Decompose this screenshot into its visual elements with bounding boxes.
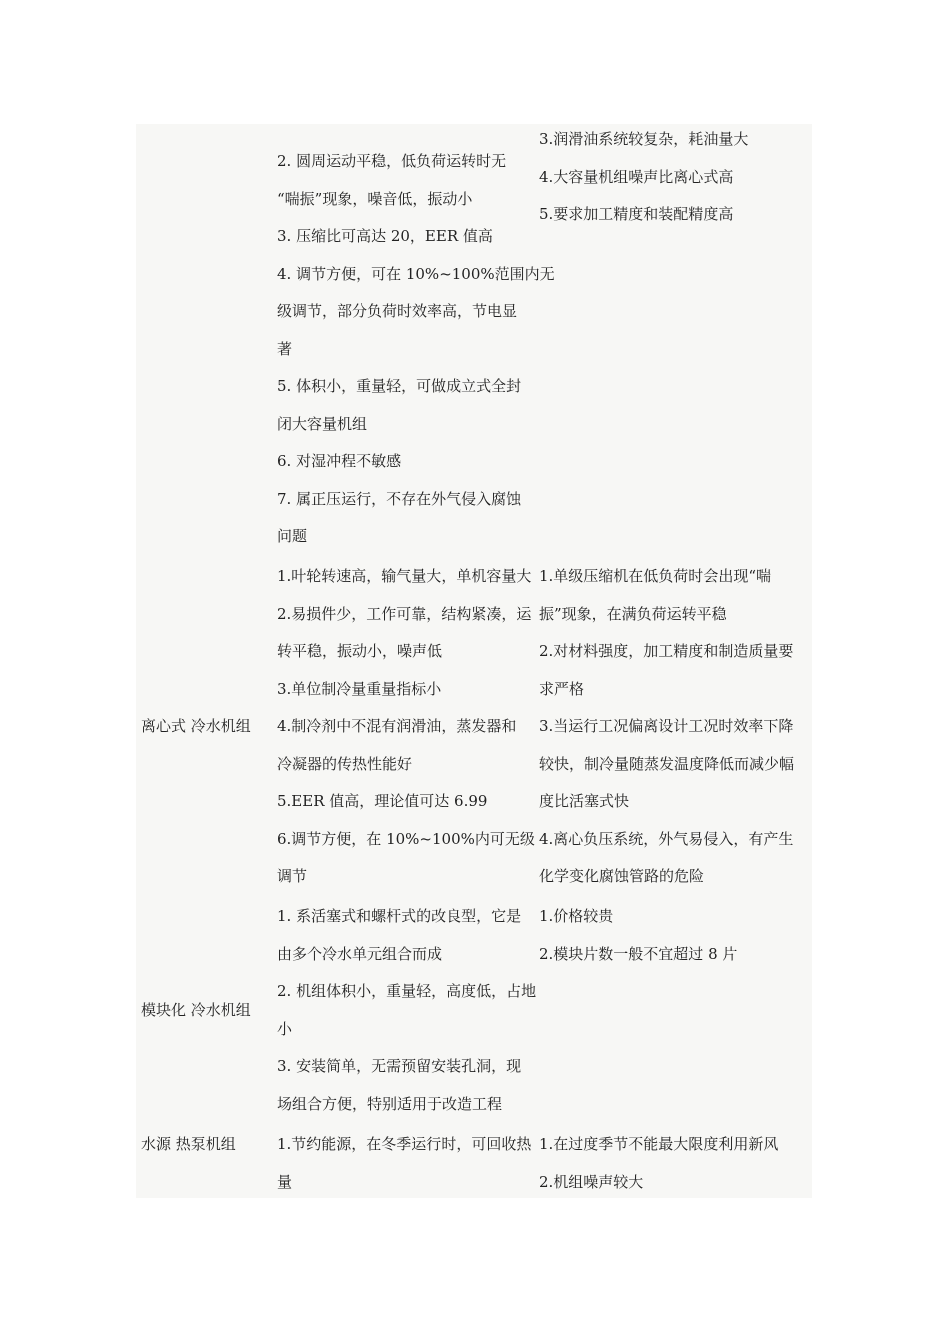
advantage-line: 冷凝器的传热性能好 (277, 754, 413, 773)
disadvantages-cell (539, 558, 811, 896)
unit-type-cell (141, 708, 267, 746)
disadvantage-line: 较快，制冷量随蒸发温度降低而减少幅 (539, 754, 795, 773)
advantage-line: 4. 调节方便，可在 10%~100%范围内无 (277, 264, 555, 283)
unit-type-label: 水源 热泵机组 (141, 1135, 236, 1153)
advantage-line: 2.易损件少，工作可靠，结构紧凑，运 (277, 604, 532, 623)
unit-type-label: 模块化 冷水机组 (141, 1001, 251, 1019)
advantage-line: 由多个冷水单元组合而成 (277, 944, 443, 963)
disadvantage-line: 化学变化腐蚀管路的危险 (539, 867, 705, 885)
advantage-line: 量 (277, 1172, 293, 1191)
advantage-line: 6.调节方便，在 10%~100%内可无级 (277, 829, 535, 848)
advantage-line: 调节 (277, 867, 308, 885)
advantage-line: 1.节约能源，在冬季运行时，可回收热 (277, 1135, 532, 1153)
disadvantage-line: 求严格 (539, 679, 585, 698)
advantage-line: 2. 圆周运动平稳，低负荷运转时无 (277, 152, 507, 170)
advantage-line: “喘振”现象，噪音低，振动小 (277, 189, 473, 208)
disadvantage-line: 2.机组噪声较大 (539, 1172, 644, 1191)
unit-type-cell (141, 1126, 267, 1164)
disadvantages-cell (539, 121, 811, 234)
disadvantage-line: 2.对材料强度，加工精度和制造质量要 (539, 642, 794, 660)
advantage-line: 小 (277, 1019, 293, 1038)
advantage-line: 1. 系活塞式和螺杆式的改良型，它是 (277, 907, 522, 925)
advantage-line: 问题 (277, 527, 308, 545)
advantage-line: 5. 体积小，重量轻，可做成立式全封 (277, 377, 522, 395)
advantages-cell (277, 898, 535, 1123)
disadvantages-cell (539, 898, 811, 973)
advantage-line: 转平稳，振动小，噪声低 (277, 642, 443, 660)
advantage-line: 7. 属正压运行，不存在外气侵入腐蚀 (277, 489, 522, 508)
advantage-line: 级调节，部分负荷时效率高，节电显 (277, 302, 518, 320)
advantage-line: 闭大容量机组 (277, 414, 368, 433)
disadvantage-line: 1.价格较贵 (539, 907, 614, 925)
disadvantage-line: 3.润滑油系统较复杂，耗油量大 (539, 130, 749, 148)
disadvantage-line: 1.在过度季节不能最大限度利用新风 (539, 1135, 779, 1153)
advantages-cell (277, 558, 535, 896)
advantage-line: 6. 对湿冲程不敏感 (277, 452, 402, 470)
disadvantage-line: 5.要求加工精度和装配精度高 (539, 205, 734, 223)
advantage-line: 4.制冷剂中不混有润滑油，蒸发器和 (277, 717, 517, 735)
advantage-line: 著 (277, 339, 293, 358)
advantage-line: 3.单位制冷量重量指标小 (277, 679, 442, 698)
disadvantage-line: 3.当运行工况偏离设计工况时效率下降 (539, 717, 794, 735)
advantage-line: 5.EER 值高，理论值可达 6.99 (277, 792, 488, 810)
advantage-line: 3. 压缩比可高达 20，EER 值高 (277, 227, 493, 245)
unit-type-label: 离心式 冷水机组 (141, 717, 251, 735)
disadvantage-line: 2.模块片数一般不宜超过 8 片 (539, 944, 738, 963)
advantages-cell (277, 143, 555, 556)
disadvantage-line: 振”现象，在满负荷运转平稳 (539, 604, 727, 623)
disadvantage-line: 4.离心负压系统，外气易侵入，有产生 (539, 829, 794, 848)
disadvantages-cell (539, 1126, 811, 1201)
advantage-line: 1.叶轮转速高，输气量大，单机容量大 (277, 567, 532, 585)
unit-type-cell (141, 992, 267, 1030)
advantage-line: 3. 安装简单，无需预留安装孔洞，现 (277, 1057, 522, 1075)
advantage-line: 2. 机组体积小，重量轻，高度低，占地 (277, 982, 537, 1000)
disadvantage-line: 1.单级压缩机在低负荷时会出现“喘 (539, 567, 771, 585)
disadvantage-line: 度比活塞式快 (539, 792, 630, 810)
advantage-line: 场组合方便，特别适用于改造工程 (277, 1094, 503, 1113)
disadvantage-line: 4.大容量机组噪声比离心式高 (539, 167, 734, 186)
comparison-table (136, 124, 812, 1198)
advantages-cell (277, 1126, 535, 1201)
